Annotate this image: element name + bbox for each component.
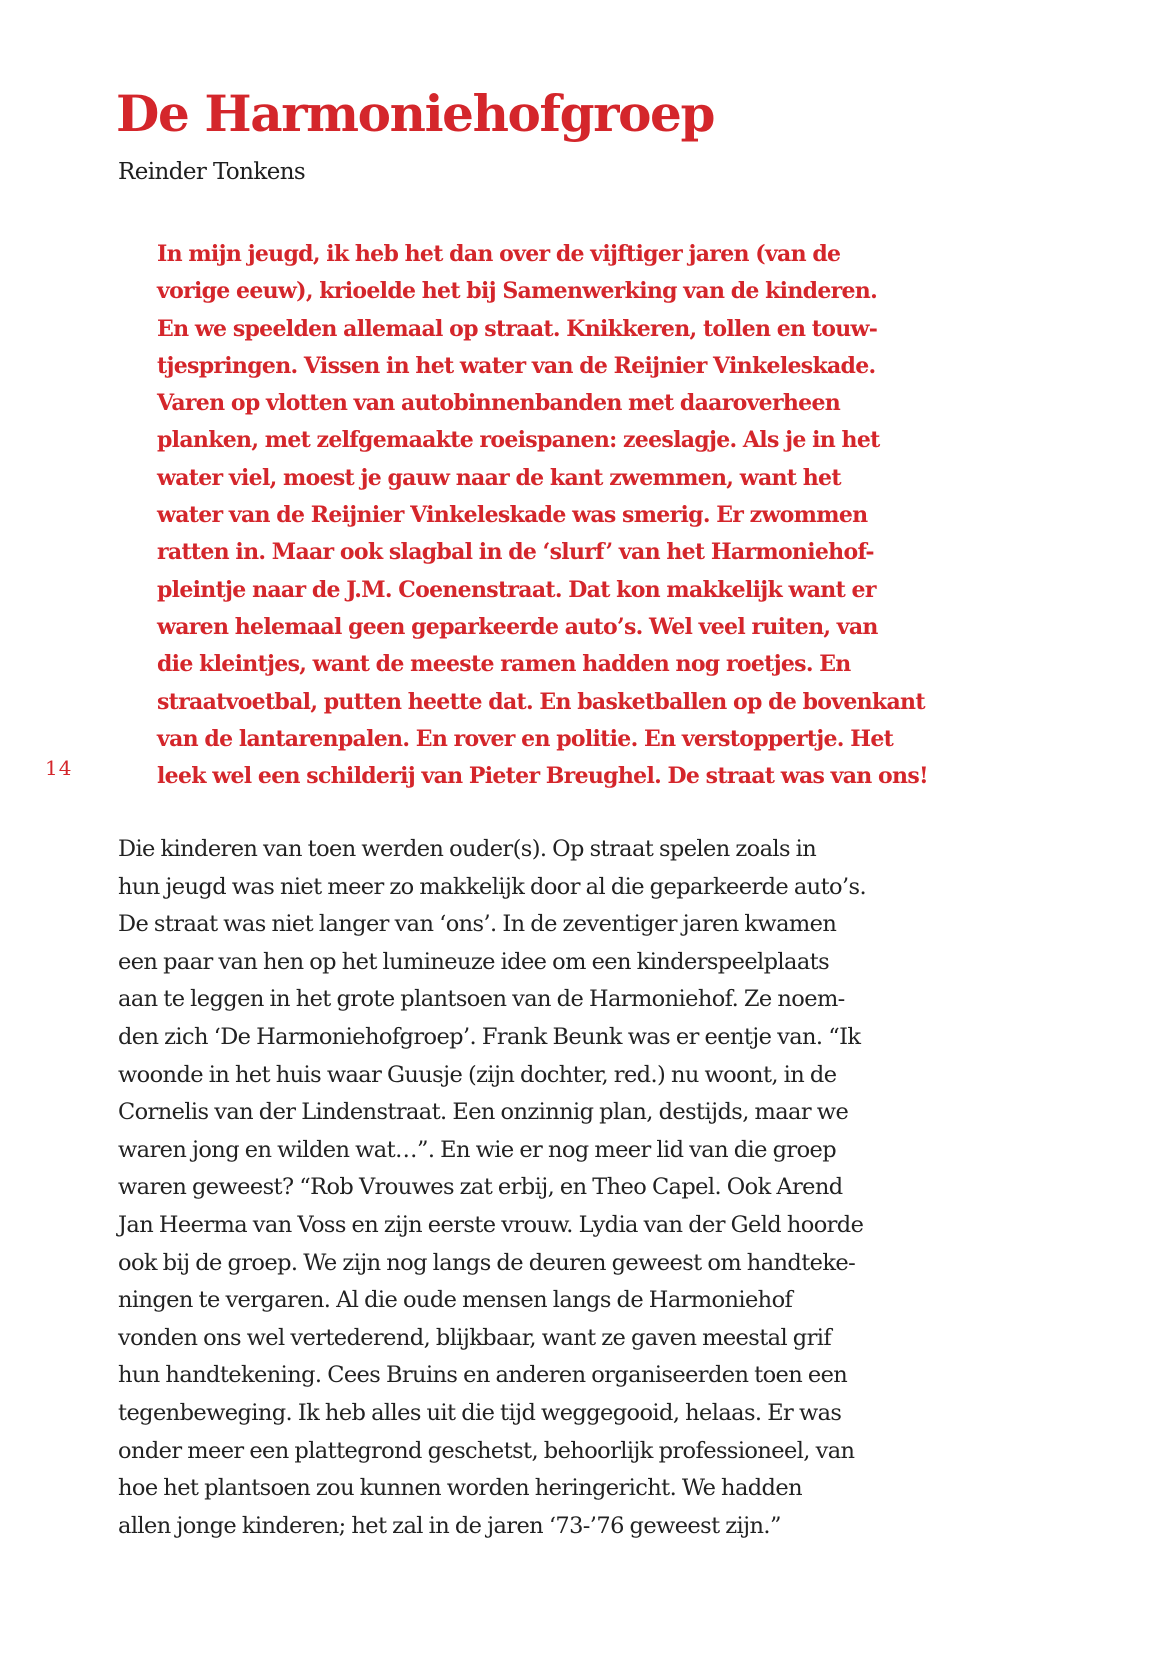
intro-line: vorige eeuw), krioelde het bij Samenwerking van de kinderen. [157,278,878,305]
body-line: hun handtekening. Cees Bruins en anderen organiseerden toen een [118,1362,848,1389]
intro-line: ratten in. Maar ook slagbal in de ‘slurf’ van het Harmoniehof- [157,539,874,566]
body-line: waren geweest? “Rob Vrouwes zat erbij, en Theo Capel. Ook Arend [118,1174,843,1201]
intro-line: water viel, moest je gauw naar de kant zwemmen, want het [157,464,841,491]
intro-line: straatvoetbal, putten heette dat. En basketballen op de bovenkant [157,688,925,715]
intro-line: waren helemaal geen geparkeerde auto’s. Wel veel ruiten, van [157,613,878,640]
article-title: De Harmoniehofgroep [116,84,715,143]
body-line: Jan Heerma van Voss en zijn eerste vrouw. Lydia van der Geld hoorde [118,1211,864,1238]
intro-paragraph [157,236,997,795]
intro-line: planken, met zelfgemaakte roeispanen: zeeslagje. Als je in het [157,427,880,454]
body-line: waren jong en wilden wat…”. En wie er nog meer lid van die groep [118,1136,837,1163]
intro-line: pleintje naar de J.M. Coenenstraat. Dat kon makkelijk want er [157,576,876,603]
body-line: ningen te vergaren. Al die oude mensen langs de Harmoniehof [118,1287,793,1314]
body-line: allen jonge kinderen; het zal in de jaren ‘73-’76 geweest zijn.” [118,1512,781,1539]
intro-line: die kleintjes, want de meeste ramen hadden nog roetjes. En [157,651,851,678]
intro-line: leek wel een schilderij van Pieter Breughel. De straat was van ons! [157,763,928,790]
body-line: De straat was niet langer van ‘ons’. In de zeventiger jaren kwamen [118,911,837,938]
intro-line: van de lantarenpalen. En rover en politie. En verstoppertje. Het [157,725,894,752]
intro-line: In mijn jeugd, ik heb het dan over de vijftiger jaren (van de [157,241,841,267]
body-paragraph [118,831,998,1545]
intro-line: tjespringen. Vissen in het water van de Reijnier Vinkeleskade. [157,352,876,379]
body-line: hoe het plantsoen zou kunnen worden heringericht. We hadden [118,1475,802,1502]
intro-line: En we speelden allemaal op straat. Knikkeren, tollen en touw- [157,315,878,342]
body-line: den zich ‘De Harmoniehofgroep’. Frank Beunk was er eentje van. “Ik [118,1023,861,1050]
body-line: hun jeugd was niet meer zo makkelijk door al die geparkeerde auto’s. [118,873,867,900]
body-line: tegenbeweging. Ik heb alles uit die tijd weggegooid, helaas. Er was [118,1399,842,1426]
intro-line: water van de Reijnier Vinkeleskade was smerig. Er zwommen [157,502,868,529]
intro-line: Varen op vlotten van autobinnenbanden met daaroverheen [157,390,841,417]
body-line: aan te leggen in het grote plantsoen van de Harmoniehof. Ze noem- [118,986,845,1013]
page-number: 14 [45,756,73,780]
article-author: Reinder Tonkens [118,159,306,185]
body-line: woonde in het huis waar Guusje (zijn dochter, red.) nu woont, in de [118,1061,837,1088]
body-line: een paar van hen op het lumineuze idee om een kinderspeelplaats [118,948,830,975]
body-line: ook bij de groep. We zijn nog langs de deuren geweest om handteke- [118,1249,856,1276]
body-line: Cornelis van der Lindenstraat. Een onzinnig plan, destijds, maar we [118,1099,849,1126]
body-line: vonden ons wel vertederend, blijkbaar, want ze gaven meestal grif [118,1324,832,1351]
body-line: Die kinderen van toen werden ouder(s). Op straat spelen zoals in [118,836,817,862]
body-line: onder meer een plattegrond geschetst, behoorlijk professioneel, van [118,1437,855,1464]
